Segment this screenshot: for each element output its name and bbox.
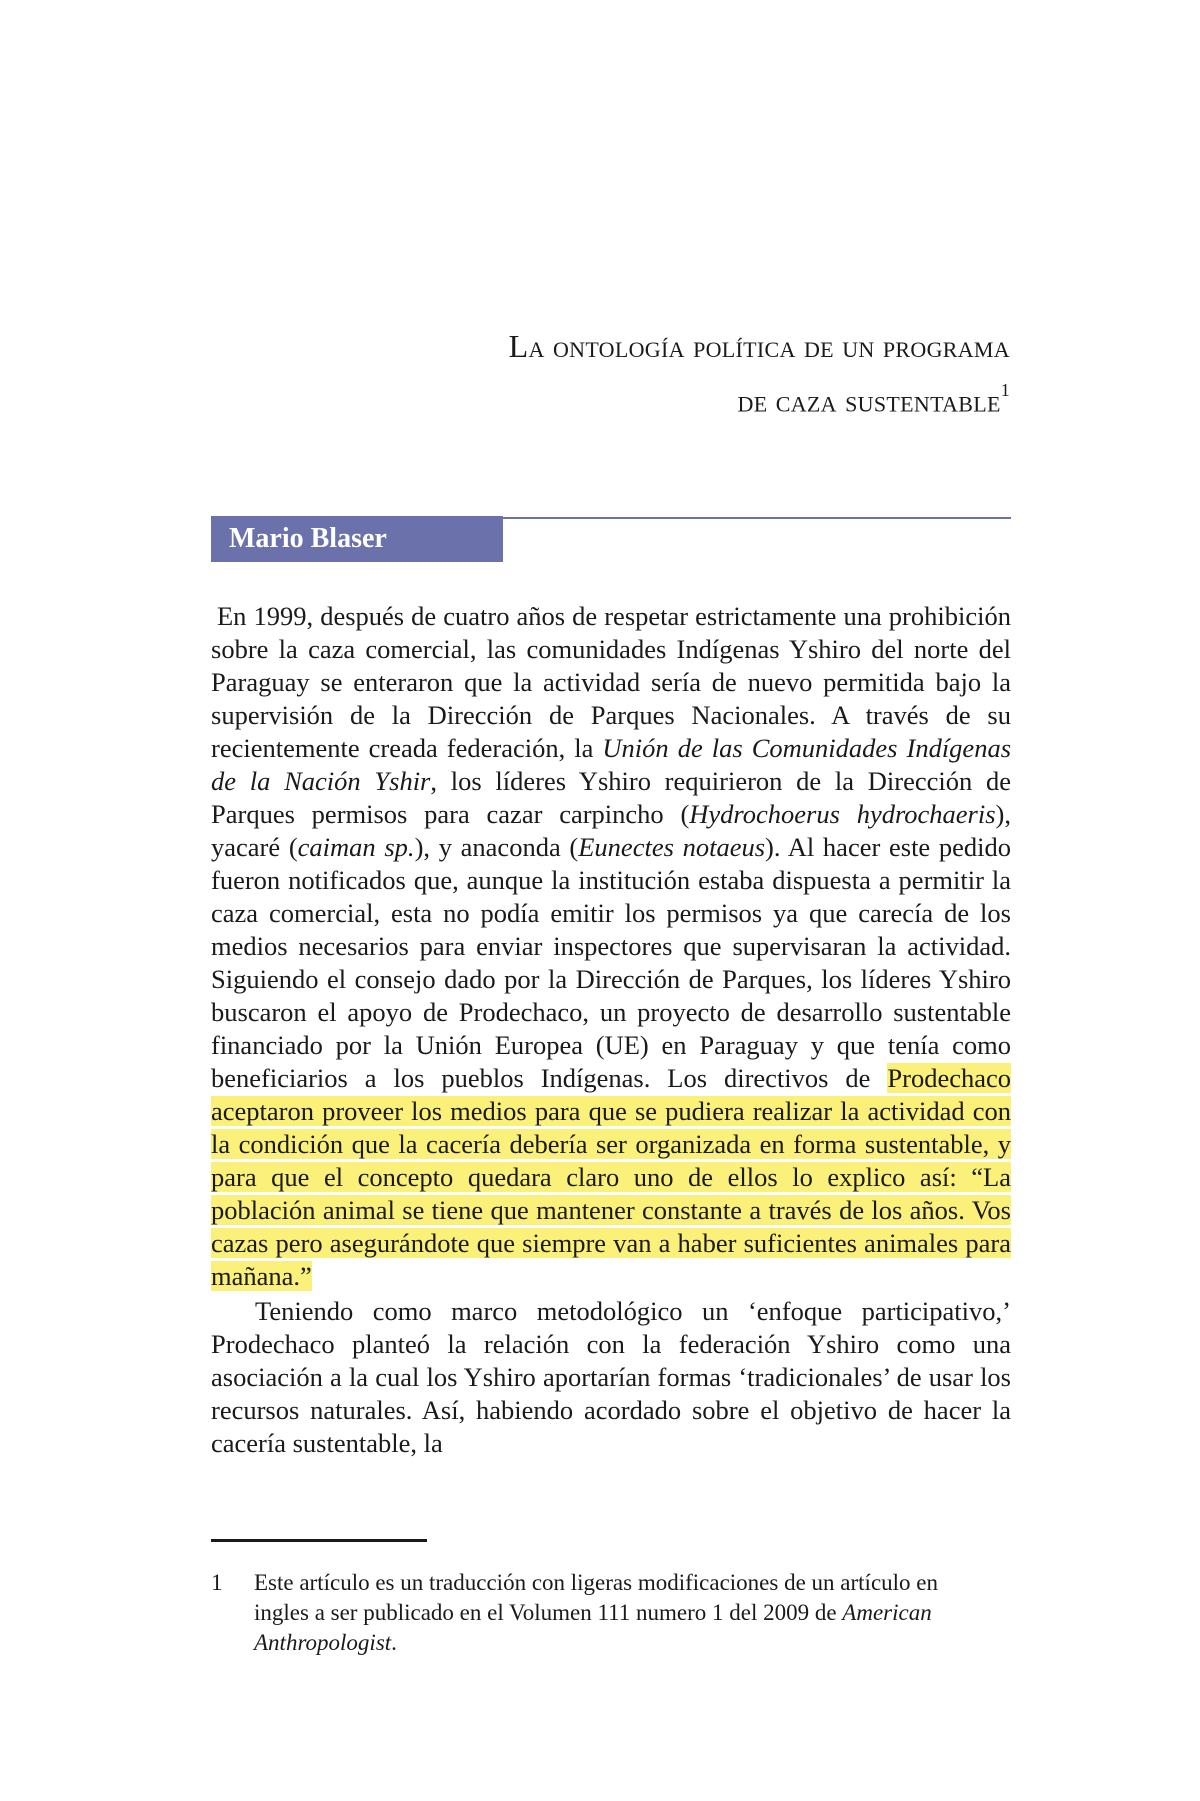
footnote-journal: American Anthropologist — [254, 1600, 932, 1655]
paragraph-2: Teniendo como marco metodológico un ‘enfoque participativo,’ Prodechaco planteó la relación con la federación Yshiro como una asociación a la cual los Yshiro aportarían formas ‘tradicionales’ de usar los recursos naturales. Así, habiendo acordado sobre el objetivo de hacer la cacería sustentable, la — [211, 1296, 1011, 1458]
title-footnote-ref[interactable]: 1 — [1000, 380, 1010, 400]
article-title — [250, 322, 1010, 425]
footnote-divider — [211, 1539, 427, 1542]
highlighted-passage[interactable]: Prodechaco aceptaron proveer los medios para que se pudiera realizar la actividad con la condición que la cacería debería ser organizada en forma sustentable, y para que el concepto quedara claro uno de ellos lo explico así: “La población animal se tiene que mantener constante a través de los años. Vos cazas pero asegurándote que siempre van a haber suficientes animales para mañana.” — [211, 1063, 1011, 1291]
p1-italic-eunectes: Eunectes notaeus — [578, 832, 766, 862]
p1-text-4: ), y anaconda ( — [414, 832, 579, 862]
footnote-text — [254, 1568, 994, 1658]
footnote-body: Este artículo es un traducción con ligeras modificaciones de un artículo en ingles a ser publicado en el Volumen 111 numero 1 del 2009 de — [254, 1570, 939, 1625]
p1-italic-carpincho: Hydrochoerus hydrochaeris — [689, 799, 996, 829]
title-line-1: La ontología política de un programa — [508, 328, 1010, 364]
p1-text-1: En 1999, después de cuatro años de respetar estrictamente una prohibición sobre la caza comercial, las comunidades Indígenas Yshiro del norte del Paraguay se enteraron que la actividad sería de nuevo permitida bajo la supervisión de la Dirección de Parques Nacionales. A través de su recientemente creada federación, la — [211, 601, 1011, 763]
p1-italic-federation: Unión de las Comunidades Indígenas de la Nación Yshir — [211, 733, 1012, 796]
title-line-2 — [250, 370, 1010, 425]
author-header — [211, 516, 1011, 562]
p1-italic-caiman: caiman sp. — [297, 832, 415, 862]
article-body — [211, 600, 1011, 1460]
footnote-number: 1 — [211, 1570, 223, 1595]
author-name: Mario Blaser — [211, 516, 503, 562]
p1-text-5: ). Al hacer este pedido fueron notificados que, aunque la institución estaba dispuesta a permitir la caza comercial, esta no podía emitir los permisos ya que carecía de los medios necesarios para enviar inspectores que supervisaran la actividad. Siguiendo el consejo dado por la Dirección de Parques, los líderes Yshiro buscaron el apoyo de Prodechaco, un proyecto de desarrollo sustentable financiado por la Unión Europea (UE) en Paraguay y que tenía como beneficiarios a los pueblos Indígenas. Los directivos de — [211, 832, 1012, 1093]
p1-text-2: , los líderes Yshiro requirieron de la Dirección de Parques permisos para cazar carpincho ( — [211, 766, 1011, 829]
paragraph-1 — [211, 600, 1011, 1293]
author-rule — [503, 517, 1011, 519]
title-line-2-text: de caza sustentable — [737, 382, 1001, 419]
p1-text-3: ), yacaré ( — [211, 799, 1011, 862]
footnote-end: . — [391, 1630, 397, 1655]
